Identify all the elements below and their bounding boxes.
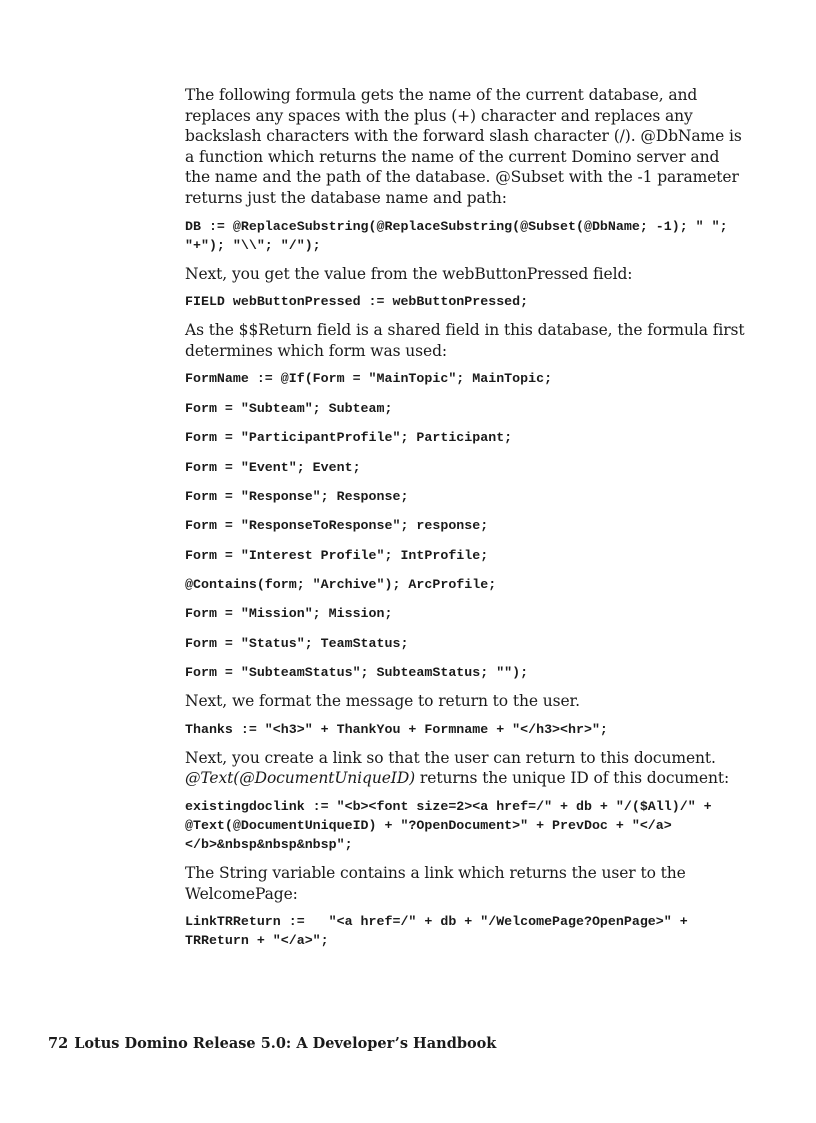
page-footer: [48, 1035, 496, 1052]
code-formname-block: [185, 369, 745, 682]
page-number: 72: [48, 1035, 69, 1052]
code-field-webbuttonpressed: FIELD webButtonPressed := webButtonPressed;: [185, 294, 529, 310]
code-line: FormName := @If(Form = "MainTopic"; MainTopic;: [185, 371, 553, 387]
paragraph-format-message: Next, we format the message to return to the user.: [185, 692, 580, 711]
paragraph-create-link-end: returns the unique ID of this document:: [415, 769, 730, 788]
code-db-formula: DB := @ReplaceSubstring(@ReplaceSubstring(@Subset(@DbName; -1); " "; "+"); "\\"; "/");: [185, 218, 736, 253]
function-name-italic: @Text(@DocumentUniqueID): [185, 769, 416, 788]
paragraph-string-variable: The String variable contains a link which returns the user to the WelcomePage:: [185, 864, 686, 903]
code-line: Form = "Subteam"; Subteam;: [185, 400, 393, 416]
paragraph-create-link: [185, 748, 745, 789]
code-line: Form = "Mission"; Mission;: [185, 606, 393, 622]
code-thanks: Thanks := "<h3>" + ThankYou + Formname + "</h3><hr>";: [185, 721, 608, 737]
code-line: Form = "ResponseToResponse"; response;: [185, 518, 489, 534]
paragraph-return-field: As the $$Return field is a shared field in this database, the formula first determines which form was used:: [185, 321, 745, 360]
code-line: Form = "Event"; Event;: [185, 459, 361, 475]
paragraph-create-link-start: Next, you create a link so that the user can return to this document.: [185, 748, 716, 767]
book-title: Lotus Domino Release 5.0: A Developer’s Handbook: [74, 1035, 497, 1052]
code-existingdoclink: existingdoclink := "<b><font size=2><a href=/" + db + "/($All)/" + @Text(@DocumentUniqueID) + "?OpenDocument>" + PrevDoc + "</a></b>&nbsp&nbsp&nbsp";: [185, 799, 720, 853]
code-line: Form = "Status"; TeamStatus;: [185, 635, 409, 651]
paragraph-dbname-intro: The following formula gets the name of the current database, and replaces any spaces with the plus (+) character and replaces any backslash characters with the forward slash character (/). @DbName is a function which returns the name of the current Domino server and the name and the path of the database. @Subset with the -1 parameter returns just the database name and path:: [185, 86, 742, 207]
code-line: Form = "SubteamStatus"; SubteamStatus; "");: [185, 665, 529, 681]
page-body: [185, 85, 745, 959]
code-line: Form = "Response"; Response;: [185, 488, 409, 504]
code-linktrreturn: LinkTRReturn := "<a href=/" + db + "/WelcomePage?OpenPage>" + TRReturn + "</a>";: [185, 914, 696, 949]
paragraph-webbutton-intro: Next, you get the value from the webButtonPressed field:: [185, 264, 633, 283]
code-line: Form = "Interest Profile"; IntProfile;: [185, 547, 489, 563]
code-line: Form = "ParticipantProfile"; Participant;: [185, 430, 513, 446]
code-line: @Contains(form; "Archive"); ArcProfile;: [185, 577, 497, 593]
